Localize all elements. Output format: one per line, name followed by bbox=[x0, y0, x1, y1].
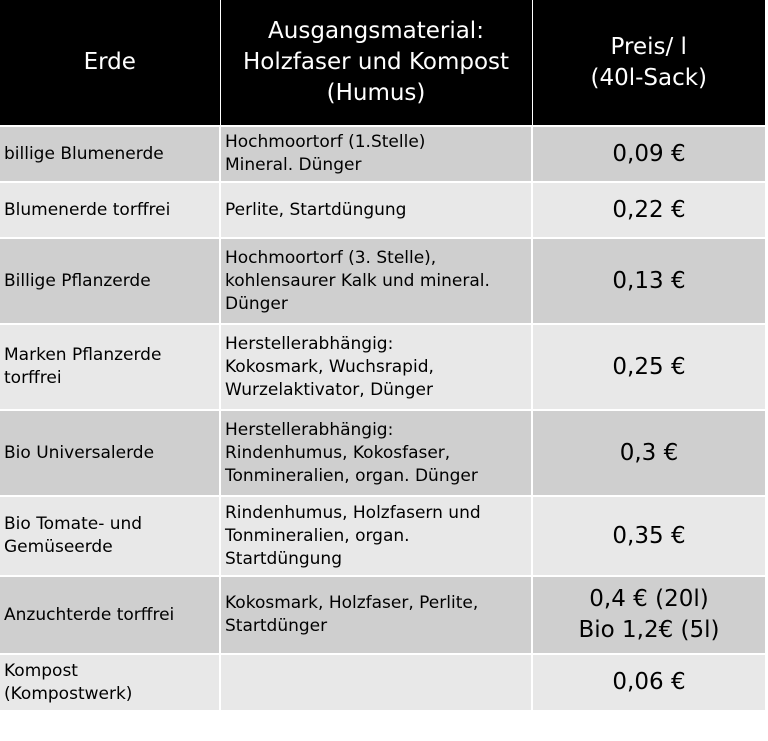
cell-erde-line: Kompost bbox=[4, 660, 78, 681]
cell-material-line: Herstellerabhängig: bbox=[225, 419, 394, 440]
cell-erde-line: Bio Universalerde bbox=[4, 442, 155, 463]
cell-preis bbox=[532, 654, 765, 710]
header-material-line: Ausgangsmaterial: bbox=[268, 18, 484, 44]
cell-preis-line: 0,09 € bbox=[612, 140, 686, 167]
cell-material bbox=[220, 238, 532, 324]
cell-erde-line: Blumenerde torffrei bbox=[4, 199, 171, 220]
cell-preis-line: Bio 1,2€ (5l) bbox=[578, 617, 720, 643]
cell-preis bbox=[532, 126, 765, 182]
table-row bbox=[0, 238, 765, 324]
table-row bbox=[0, 126, 765, 182]
table-row bbox=[0, 654, 765, 710]
cell-preis bbox=[532, 238, 765, 324]
cell-material-line: Hochmoortorf (1.Stelle) bbox=[225, 132, 426, 152]
cell-material-line: Herstellerabhängig: bbox=[225, 333, 394, 354]
cell-erde-line: (Kompostwerk) bbox=[4, 683, 133, 704]
cell-material-line: Kokosmark, Holzfaser, Perlite, bbox=[225, 593, 479, 613]
cell-erde-line: Gemüseerde bbox=[4, 537, 113, 557]
cell-preis-line: 0,35 € bbox=[612, 522, 686, 549]
cell-erde bbox=[0, 410, 220, 496]
cell-material-line: Perlite, Startdüngung bbox=[225, 199, 407, 220]
cell-material-line: Tonmineralien, organ. bbox=[225, 525, 410, 546]
table-row bbox=[0, 324, 765, 410]
header-preis-line: Preis/ l bbox=[610, 33, 687, 60]
cell-material-line: Dünger bbox=[225, 293, 288, 314]
cell-preis-line: 0,3 € bbox=[619, 439, 679, 466]
cell-material-line: Rindenhumus, Kokosfaser, bbox=[225, 442, 451, 463]
header-erde bbox=[0, 0, 220, 126]
cell-material-line: Wurzelaktivator, Dünger bbox=[225, 379, 433, 400]
cell-erde-line: Anzuchterde torffrei bbox=[4, 604, 175, 625]
table-row bbox=[0, 182, 765, 238]
cell-material-line: kohlensaurer Kalk und mineral. bbox=[225, 270, 490, 291]
cell-preis-line: 0,4 € (20l) bbox=[589, 586, 709, 612]
cell-erde bbox=[0, 126, 220, 182]
cell-erde-line: billige Blumenerde bbox=[4, 143, 164, 164]
table-row bbox=[0, 576, 765, 654]
cell-material-line: Mineral. Dünger bbox=[225, 155, 362, 175]
cell-erde-line: Billige Pflanzerde bbox=[4, 270, 151, 291]
cell-material-line: Rindenhumus, Holzfasern und bbox=[225, 502, 481, 523]
cell-material bbox=[220, 182, 532, 238]
cell-preis bbox=[532, 182, 765, 238]
cell-material-line: Kokosmark, Wuchsrapid, bbox=[225, 356, 434, 377]
cell-erde bbox=[0, 238, 220, 324]
cell-material-line: Startdünger bbox=[225, 616, 328, 636]
cell-preis bbox=[532, 496, 765, 576]
cell-material bbox=[220, 126, 532, 182]
cell-preis-line: 0,22 € bbox=[612, 196, 686, 223]
cell-erde bbox=[0, 182, 220, 238]
cell-material bbox=[220, 576, 532, 654]
table-row bbox=[0, 410, 765, 496]
cell-material-line: Startdüngung bbox=[225, 548, 342, 569]
header-ausgangsmaterial bbox=[220, 0, 532, 126]
cell-material bbox=[220, 654, 532, 710]
cell-preis-line: 0,25 € bbox=[612, 353, 686, 380]
cell-erde-line: Bio Tomate- und bbox=[4, 514, 143, 534]
cell-preis-line: 0,06 € bbox=[612, 669, 686, 695]
cell-preis bbox=[532, 410, 765, 496]
header-material-line: (Humus) bbox=[326, 80, 426, 106]
cell-erde bbox=[0, 324, 220, 410]
header-erde-text: Erde bbox=[83, 49, 136, 75]
table-body bbox=[0, 126, 765, 710]
cell-erde-line: torffrei bbox=[4, 368, 62, 388]
table-header-row bbox=[0, 0, 765, 126]
header-preis-line: (40l-Sack) bbox=[590, 64, 708, 91]
cell-preis-line: 0,13 € bbox=[612, 267, 686, 294]
cell-preis bbox=[532, 324, 765, 410]
table-row bbox=[0, 496, 765, 576]
cell-material bbox=[220, 410, 532, 496]
cell-erde bbox=[0, 496, 220, 576]
cell-erde bbox=[0, 576, 220, 654]
cell-erde-line: Marken Pflanzerde bbox=[4, 345, 162, 365]
cell-material bbox=[220, 324, 532, 410]
cell-material bbox=[220, 496, 532, 576]
cell-erde bbox=[0, 654, 220, 710]
cell-preis bbox=[532, 576, 765, 654]
cell-material-line: Hochmoortorf (3. Stelle), bbox=[225, 247, 437, 268]
header-preis bbox=[532, 0, 765, 126]
header-material-line: Holzfaser und Kompost bbox=[242, 49, 510, 75]
cell-material-line: Tonmineralien, organ. Dünger bbox=[225, 465, 478, 486]
